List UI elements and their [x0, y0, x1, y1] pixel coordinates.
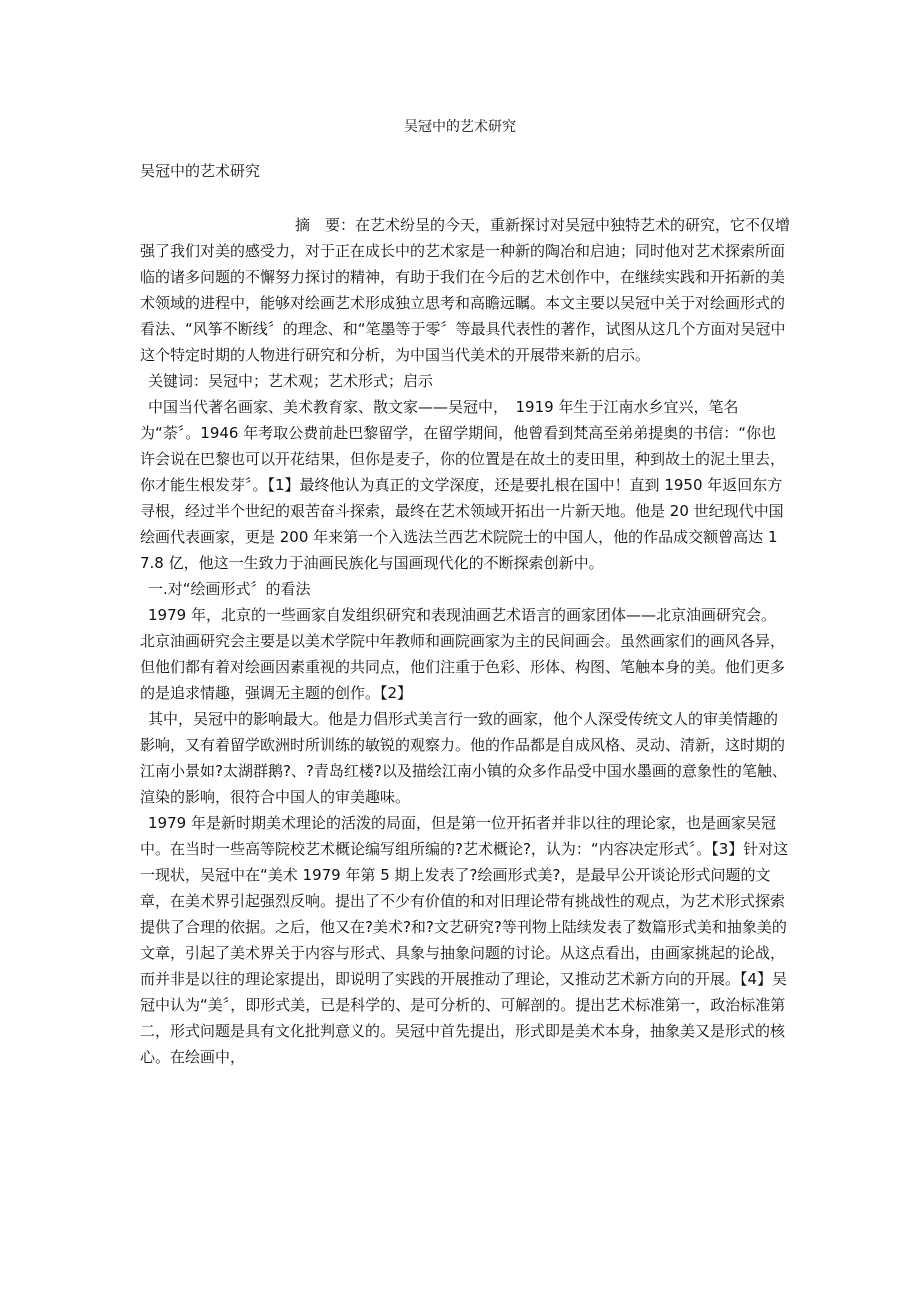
- abstract-paragraph: 摘 要：在艺术纷呈的今天，重新探讨对吴冠中独特艺术的研究，它不仅增强了我们对美的感受力，对于正在成长中的艺术家是一种新的陶冶和启迪；同时他对艺术探索所面临的诸多问题的不懈努力探讨的精神，有助于我们在今后的艺术创作中，在继续实践和开拓新的美术领域的进程中，能够对绘画艺术形成独立思考和高瞻远瞩。本文主要以吴冠中关于对绘画形式的看法、“风筝不断线〞的理念、和“笔墨等于零〞等最具代表性的著作，试图从这几个方面对吴冠中这个特定时期的人物进行研究和分析，为中国当代美术的开展带来新的启示。: [140, 216, 791, 364]
- section-heading: 一.对“绘画形式〞的看法: [148, 580, 311, 598]
- body-paragraph: 1979 年是新时期美术理论的活泼的局面，但是第一位开拓者并非以往的理论家，也是画家吴冠中。在当时一些高等院校艺术概论编写组所编的?艺术概论?，认为：“内容决定形式〞。【3】针对这一现状，吴冠中在“美术 1979 年第 5 期上发表了?绘画形式美?，是最早公开谈论形式问题的文章，在美术界引起强烈反响。提出了不少有价值的和对旧理论带有挑战性的观点，为艺术形式探索提供了合理的依据。之后，他又在?美术?和?文艺研究?等刊物上陆续发表了数篇形式美和抽象美的文章，引起了美术界关于内容与形式、具象与抽象问题的讨论。从这点看出，由画家挑起的论战，而并非是以往的理论家提出，即说明了实践的开展推动了理论，又推动艺术新方向的开展。【4】吴冠中认为“美〞，即形式美，已是科学的、是可分析的、可解剖的。提出艺术标准第一，政治标准第二，形式问题是具有文化批判意义的。吴冠中首先提出，形式即是美术本身，抽象美又是形式的核心。在绘画中，: [140, 814, 789, 1066]
- document-title: 吴冠中的艺术研究: [404, 119, 516, 135]
- body-paragraph: 其中，吴冠中的影响最大。他是力倡形式美言行一致的画家，他个人深受传统文人的审美情趣的影响，又有着留学欧洲时所训练的敏锐的观察力。他的作品都是自成风格、灵动、清新，这时期的江南小景如?太湖群鹅?、?青岛红楼?以及描绘江南小镇的众多作品受中国水墨画的意象性的笔触、渲染的影响，很符合中国人的审美趣味。: [140, 710, 787, 806]
- keywords-paragraph: 关键词：吴冠中；艺术观；艺术形式；启示: [148, 372, 434, 390]
- document-subtitle: 吴冠中的艺术研究: [140, 162, 261, 180]
- body-paragraph: 1979 年，北京的一些画家自发组织研究和表现油画艺术语言的画家团体——北京油画研究会。北京油画研究会主要是以美术学院中年教师和画院画家为主的民间画会。虽然画家们的画风各异，但他们都有着对绘画因素重视的共同点，他们注重于色彩、形体、构图、笔触本身的美。他们更多的是追求情趣，强调无主题的创作。【2】: [140, 606, 786, 702]
- document-body: [140, 212, 790, 1070]
- intro-paragraph: 中国当代著名画家、美术教育家、散文家——吴冠中， 1919 年生于江南水乡宜兴，笔名为“荼〞。1946 年考取公费前赴巴黎留学，在留学期间，他曾看到梵高至弟弟提奥的书信：“你也许会说在巴黎也可以开花结果，但你是麦子，你的位置是在故土的麦田里，种到故土的泥土里去，你才能生根发芽〞。【1】最终他认为真正的文学深度，还是要扎根在国中！直到 1950 年返回东方寻根，经过半个世纪的艰苦奋斗探索，最终在艺术领域开拓出一片新天地。他是 20 世纪现代中国绘画代表画家，更是 200 年来第一个入选法兰西艺术院院士的中国人，他的作品成交额曾高达 17.8 亿，他这一生致力于油画民族化与国画现代化的不断探索创新中。: [140, 398, 786, 572]
